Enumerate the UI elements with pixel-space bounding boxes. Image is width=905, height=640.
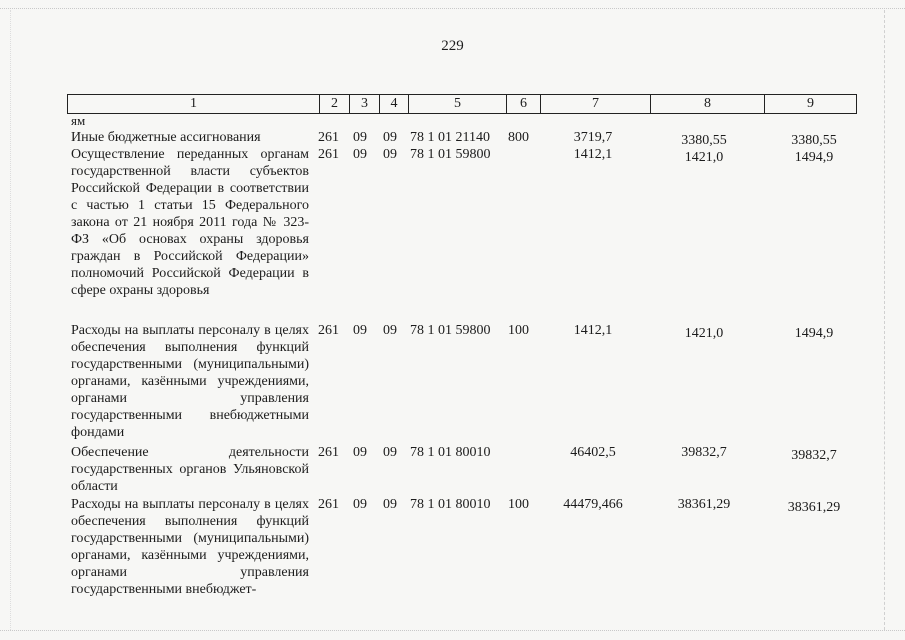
row-col-3: 09 bbox=[353, 130, 367, 145]
row-col-8: 3380,55 bbox=[681, 133, 727, 148]
page-number: 229 bbox=[441, 38, 464, 54]
row-col-5: 78 1 01 59800 bbox=[410, 147, 491, 162]
header-col-6: 6 bbox=[507, 95, 541, 113]
row-col-5: 78 1 01 80010 bbox=[410, 497, 491, 512]
row-col-8: 39832,7 bbox=[681, 445, 727, 460]
row-description: Расходы на выплаты персоналу в целях обеспечения выполнения функций государственными (муниципальными) органами, казёнными учреждениями, органами управления государственными внебюджет- bbox=[71, 497, 309, 597]
page-edge-top bbox=[0, 8, 905, 10]
row-col-7: 3719,7 bbox=[573, 130, 613, 145]
row-description: Иные бюджетные ассигнования bbox=[71, 130, 261, 145]
row-col-7: 46402,5 bbox=[570, 445, 616, 460]
row-col-5: 78 1 01 21140 bbox=[410, 130, 490, 145]
row-col-9: 1494,9 bbox=[794, 326, 834, 341]
row-col-9: 3380,55 bbox=[791, 133, 837, 148]
header-col-2: 2 bbox=[320, 95, 350, 113]
row-col-3: 09 bbox=[353, 497, 367, 512]
row-col-7: 1412,1 bbox=[573, 147, 613, 162]
row-col-2: 261 bbox=[318, 323, 339, 338]
header-col-5: 5 bbox=[409, 95, 507, 113]
row-col-3: 09 bbox=[353, 445, 367, 460]
row-col-8: 1421,0 bbox=[684, 326, 724, 341]
table-header bbox=[67, 94, 857, 114]
row-col-8: 38361,29 bbox=[677, 497, 731, 512]
row-col-4: 09 bbox=[383, 130, 397, 145]
row-col-9: 1494,9 bbox=[794, 150, 834, 165]
row-col-2: 261 bbox=[318, 147, 339, 162]
row-col-4: 09 bbox=[383, 323, 397, 338]
row-col-7: 44479,466 bbox=[563, 497, 623, 512]
row-col-6: 100 bbox=[508, 497, 529, 512]
header-col-8: 8 bbox=[651, 95, 765, 113]
page-edge-right bbox=[884, 10, 886, 630]
row-col-3: 09 bbox=[353, 147, 367, 162]
row-col-2: 261 bbox=[318, 130, 339, 145]
row-col-8: 1421,0 bbox=[684, 150, 724, 165]
row-description: Осуществление переданных органам государственной власти субъектов Российской Федерации в соответствии с частью 1 статьи 15 Федерального закона от 21 ноября 2011 года № 323-ФЗ «Об основах охраны здоровья граждан в Российской Федерации» полномочий Российской Федерации в сфере охраны здоровья bbox=[71, 147, 309, 298]
page-edge-left bbox=[10, 10, 12, 630]
row-col-5: 78 1 01 59800 bbox=[410, 323, 491, 338]
row-col-4: 09 bbox=[383, 497, 397, 512]
header-col-4: 4 bbox=[380, 95, 409, 113]
row-col-5: 78 1 01 80010 bbox=[410, 445, 491, 460]
row-col-7: 1412,1 bbox=[573, 323, 613, 338]
row-col-4: 09 bbox=[383, 147, 397, 162]
row-col-3: 09 bbox=[353, 323, 367, 338]
header-col-1: 1 bbox=[68, 95, 320, 113]
row-description: Обеспечение деятельности государственных органов Ульяновской области bbox=[71, 445, 309, 494]
row-col-9: 39832,7 bbox=[791, 448, 837, 463]
header-col-9: 9 bbox=[807, 96, 814, 111]
page-edge-bottom bbox=[0, 630, 905, 632]
row-description: Расходы на выплаты персоналу в целях обеспечения выполнения функций государственными (муниципальными) органами, казёнными учреждениями, органами управления государственными внебюджетными фондами bbox=[71, 323, 309, 440]
row-col-9: 38361,29 bbox=[787, 500, 841, 515]
row-col-6: 100 bbox=[508, 323, 529, 338]
header-col-7: 7 bbox=[541, 95, 651, 113]
header-col-3: 3 bbox=[350, 95, 380, 113]
row-col-4: 09 bbox=[383, 445, 397, 460]
row-col-2: 261 bbox=[318, 497, 339, 512]
row-col-6: 800 bbox=[508, 130, 529, 145]
continuation-text: ям bbox=[71, 113, 86, 128]
row-col-2: 261 bbox=[318, 445, 339, 460]
